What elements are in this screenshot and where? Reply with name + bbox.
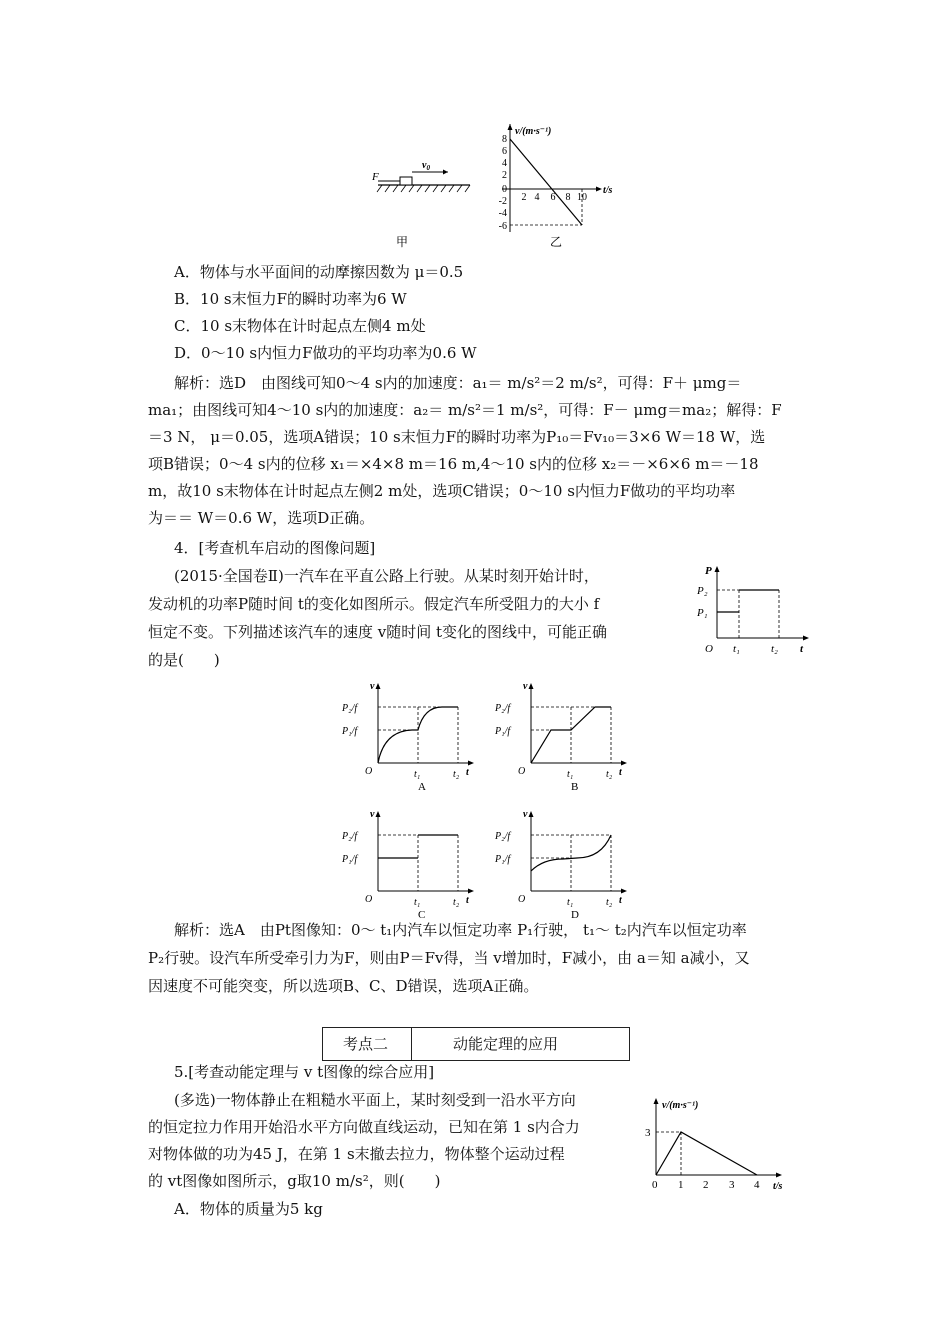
figure-label-jia: 甲 <box>396 235 409 249</box>
v-axis-label: v <box>523 809 528 820</box>
q4-analysis-line: P₂行驶。设汽车所受牵引力为F，则由P＝Fv得，当 v增加时，F减小，由 a＝知 a减小，又 <box>148 949 750 967</box>
xtick-1: 1 <box>678 1179 684 1191</box>
xtick-8: 8 <box>565 192 571 203</box>
xtick-4: 4 <box>754 1179 760 1191</box>
graph-ylabel: v/(m·s⁻¹) <box>662 1100 699 1111</box>
p2-label: P₂ <box>697 585 708 597</box>
graph-xlabel: t/s <box>603 185 613 196</box>
xtick-6: 6 <box>550 192 556 203</box>
q3-analysis-line: ＝3 N， μ＝0.05，选项A错误；10 s末恒力F的瞬时功率为P₁₀＝Fv₁₀＝3×6 W＝18 W，选 <box>148 428 766 446</box>
t-axis-label: t <box>466 767 469 778</box>
t1-label: t₁ <box>567 769 574 780</box>
t2-label: t₂ <box>453 769 460 780</box>
v-axis-label: v <box>370 809 375 820</box>
t2-label: t₂ <box>453 897 460 908</box>
vt-graph-yi <box>499 124 613 249</box>
q3-analysis-line: 项B错误；0～4 s内的位移 x₁＝×4×8 m＝16 m,4～10 s内的位移 x₂＝－×6×6 m＝－18 <box>148 455 759 473</box>
q5-title: 5.[考查动能定理与 v t图像的综合应用] <box>174 1063 435 1081</box>
t1-label: t₁ <box>414 897 421 908</box>
option-letter-c: C <box>418 909 426 920</box>
v-axis-label: v <box>523 681 528 692</box>
t-axis-label: t <box>619 767 622 778</box>
p2f-label: P₂/f <box>495 703 511 714</box>
figure-block-and-vt-graph <box>360 122 620 252</box>
q4-stem-line: 的是( ) <box>148 651 220 669</box>
origin-label: O <box>365 894 373 905</box>
t2-label: t₂ <box>606 897 613 908</box>
origin-label: O <box>705 643 713 655</box>
section-title: 动能定理的应用 <box>453 1035 559 1053</box>
p2f-label: P₂/f <box>342 703 358 714</box>
origin-label: O <box>518 766 526 777</box>
option-graph-c <box>341 809 474 920</box>
q3-analysis-line: m，故10 s末物体在计时起点左侧2 m处，选项C错误；0～10 s内恒力F做功的平均功率 <box>148 482 736 500</box>
ytick-6: 6 <box>502 146 507 157</box>
ytick-3: 3 <box>645 1127 651 1139</box>
q3-analysis-line: 为＝＝ W＝0.6 W，选项D正确。 <box>148 509 375 527</box>
t-axis-label: t <box>800 643 804 655</box>
t2-label: t₂ <box>771 643 778 655</box>
ytick-0: 0 <box>502 184 507 195</box>
xtick-4: 4 <box>534 192 540 203</box>
origin-label: O <box>365 766 373 777</box>
force-label: F <box>372 171 379 183</box>
q5-stem-line: 的 vt图像如图所示，g取10 m/s²，则( ) <box>148 1172 441 1190</box>
q5-option-a: A．物体的质量为5 kg <box>174 1200 323 1218</box>
block-diagram <box>371 160 470 249</box>
q4-title: 4．[考查机车启动的图像问题] <box>174 539 376 557</box>
q5-vt-graph <box>640 1092 800 1192</box>
xtick-2: 2 <box>521 192 527 203</box>
q5-vt-line <box>656 1132 757 1175</box>
section-header <box>322 1027 630 1061</box>
q4-stem-line: (2015·全国卷Ⅱ)一汽车在平直公路上行驶。从某时刻开始计时， <box>174 567 599 585</box>
q4-stem-line: 恒定不变。下列描述该汽车的速度 v随时间 t变化的图线中，可能正确 <box>148 623 608 641</box>
option-letter-b: B <box>571 781 579 793</box>
option-graph-a <box>341 681 474 793</box>
q4-stem-line: 发动机的功率P随时间 t的变化如图所示。假定汽车所受阻力的大小 f <box>148 595 600 613</box>
p1-label: P₁ <box>697 607 708 619</box>
t1-label: t₁ <box>567 897 574 908</box>
xtick-2: 2 <box>703 1179 709 1191</box>
graph-ylabel: v/(m·s⁻¹) <box>515 126 552 137</box>
origin-label: 0 <box>652 1179 658 1191</box>
p1f-label: P₁/f <box>495 854 511 865</box>
t-axis-label: t <box>466 895 469 906</box>
power-time-graph <box>685 560 815 660</box>
q4-analysis-line: 因速度不可能突变，所以选项B、C、D错误，选项A正确。 <box>148 977 539 995</box>
ytick-4: 4 <box>502 158 507 169</box>
t1-label: t₁ <box>733 643 740 655</box>
q3-analysis-line: 解析：选D 由图线可知0～4 s内的加速度：a₁＝ m/s²＝2 m/s²，可得：F＋ μmg＝ <box>174 374 742 392</box>
q5-stem-line: (多选)一物体静止在粗糙水平面上，某时刻受到一沿水平方向 <box>174 1091 576 1109</box>
option-graph-d <box>494 809 627 920</box>
vt-line <box>510 139 582 225</box>
p2f-label: P₂/f <box>495 831 511 842</box>
origin-label: O <box>518 894 526 905</box>
graph-xlabel: t/s <box>773 1181 783 1192</box>
v0-label: $v_0$ <box>422 160 430 172</box>
q3-analysis-line: ma₁；由图线可知4～10 s内的加速度：a₂＝ m/s²＝1 m/s²，可得：F－ μmg＝ma₂；解得：F <box>148 401 782 419</box>
xtick-3: 3 <box>729 1179 735 1191</box>
t-axis-label: t <box>619 895 622 906</box>
ytick-2: 2 <box>502 170 507 181</box>
ytick-8: 8 <box>502 134 507 145</box>
section-number: 考点二 <box>343 1035 389 1053</box>
p-axis-label: P <box>705 565 712 577</box>
option-letter-a: A <box>418 781 426 793</box>
ytick-neg2: -2 <box>498 196 507 207</box>
v-axis-label: v <box>370 681 375 692</box>
q5-stem-line: 的恒定拉力作用开始沿水平方向做直线运动，已知在第 1 s内合力 <box>148 1118 580 1136</box>
xtick-10: 10 <box>577 192 587 203</box>
t2-label: t₂ <box>606 769 613 780</box>
q3-option-d: D．0～10 s内恒力F做功的平均功率为0.6 W <box>174 344 477 362</box>
ytick-neg4: -4 <box>498 208 507 219</box>
q4-analysis-line: 解析：选A 由Pt图像知：0～ t₁内汽车以恒定功率 P₁行驶， t₁～ t₂内汽车以恒定功率 <box>174 921 747 939</box>
p2f-label: P₂/f <box>342 831 358 842</box>
q3-option-b: B．10 s末恒力F的瞬时功率为6 W <box>174 290 407 308</box>
option-graphs <box>340 675 640 920</box>
ytick-neg6: -6 <box>498 221 507 232</box>
p1f-label: P₁/f <box>495 726 511 737</box>
figure-label-yi: 乙 <box>550 235 563 249</box>
option-graph-b <box>494 681 627 793</box>
option-letter-d: D <box>571 909 579 920</box>
q3-option-c: C．10 s末物体在计时起点左侧4 m处 <box>174 317 426 335</box>
t1-label: t₁ <box>414 769 421 780</box>
q5-stem-line: 对物体做的功为45 J，在第 1 s末撤去拉力，物体整个运动过程 <box>148 1145 565 1163</box>
p1f-label: P₁/f <box>342 726 358 737</box>
q3-option-a: A．物体与水平面间的动摩擦因数为 μ＝0.5 <box>174 263 464 281</box>
p1f-label: P₁/f <box>342 854 358 865</box>
